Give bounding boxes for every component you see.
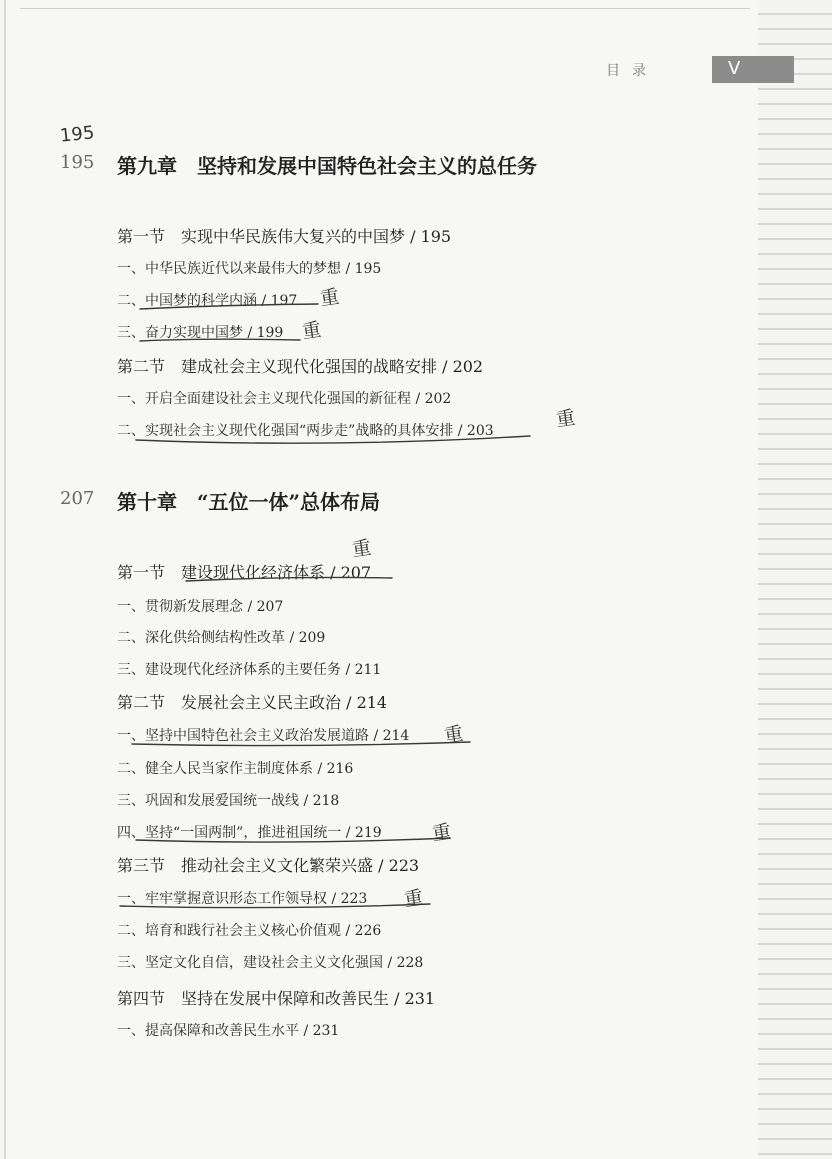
toc-item: 一、牢牢掌握意识形态工作领导权 / 223 xyxy=(117,891,368,907)
chapter-page-number: 207 xyxy=(60,488,95,509)
chapter-page-number: 195 xyxy=(60,152,95,173)
chapter-title: 第十章 “五位一体”总体布局 xyxy=(117,490,381,514)
toc-item: 三、建设现代化经济体系的主要任务 / 211 xyxy=(117,662,382,678)
toc-item: 二、培育和践行社会主义核心价值观 / 226 xyxy=(117,923,382,939)
handwritten-page-note: 195 xyxy=(58,122,96,147)
header-page-tab xyxy=(712,56,794,83)
toc-section: 第四节 坚持在发展中保障和改善民生 / 231 xyxy=(117,989,436,1008)
handwritten-mark: 重 xyxy=(442,722,465,748)
toc-section: 第三节 推动社会主义文化繁荣兴盛 / 223 xyxy=(117,856,420,875)
toc-item: 一、贯彻新发展理念 / 207 xyxy=(117,599,284,615)
handwritten-mark: 重 xyxy=(554,406,577,432)
toc-item: 一、坚持中国特色社会主义政治发展道路 / 214 xyxy=(117,728,410,744)
toc-item: 三、奋力实现中国梦 / 199 xyxy=(117,325,284,341)
handwritten-mark: 重 xyxy=(430,820,453,846)
header-page-tab-label: V xyxy=(728,58,741,79)
handwritten-mark: 重 xyxy=(350,536,373,562)
toc-item: 二、深化供给侧结构性改革 / 209 xyxy=(117,630,326,646)
handwritten-mark: 重 xyxy=(318,285,341,311)
toc-section: 第一节 实现中华民族伟大复兴的中国梦 / 195 xyxy=(117,227,452,246)
toc-item: 二、中国梦的科学内涵 / 197 xyxy=(117,293,298,309)
chapter-title: 第九章 坚持和发展中国特色社会主义的总任务 xyxy=(117,154,537,178)
toc-item: 二、健全人民当家作主制度体系 / 216 xyxy=(117,761,354,777)
toc-item: 四、坚持“一国两制”，推进祖国统一 / 219 xyxy=(117,825,382,841)
toc-item: 三、巩固和发展爱国统一战线 / 218 xyxy=(117,793,340,809)
toc-item: 一、开启全面建设社会主义现代化强国的新征程 / 202 xyxy=(117,391,452,407)
page-edge-stripes xyxy=(758,0,832,1159)
toc-section: 第二节 建成社会主义现代化强国的战略安排 / 202 xyxy=(117,357,484,376)
toc-item: 三、坚定文化自信，建设社会主义文化强国 / 228 xyxy=(117,955,424,971)
header-section-label: 目录 xyxy=(606,63,658,79)
top-rule xyxy=(20,8,750,9)
toc-item: 一、提高保障和改善民生水平 / 231 xyxy=(117,1023,340,1039)
toc-item: 二、实现社会主义现代化强国“两步走”战略的具体安排 / 203 xyxy=(117,423,494,439)
toc-item: 一、中华民族近代以来最伟大的梦想 / 195 xyxy=(117,261,382,277)
toc-section: 第一节 建设现代化经济体系 / 207 xyxy=(117,563,372,582)
handwritten-mark: 重 xyxy=(300,318,323,344)
handwritten-mark: 重 xyxy=(402,886,425,912)
scan-edge-left xyxy=(4,0,6,1159)
toc-section: 第二节 发展社会主义民主政治 / 214 xyxy=(117,693,388,712)
